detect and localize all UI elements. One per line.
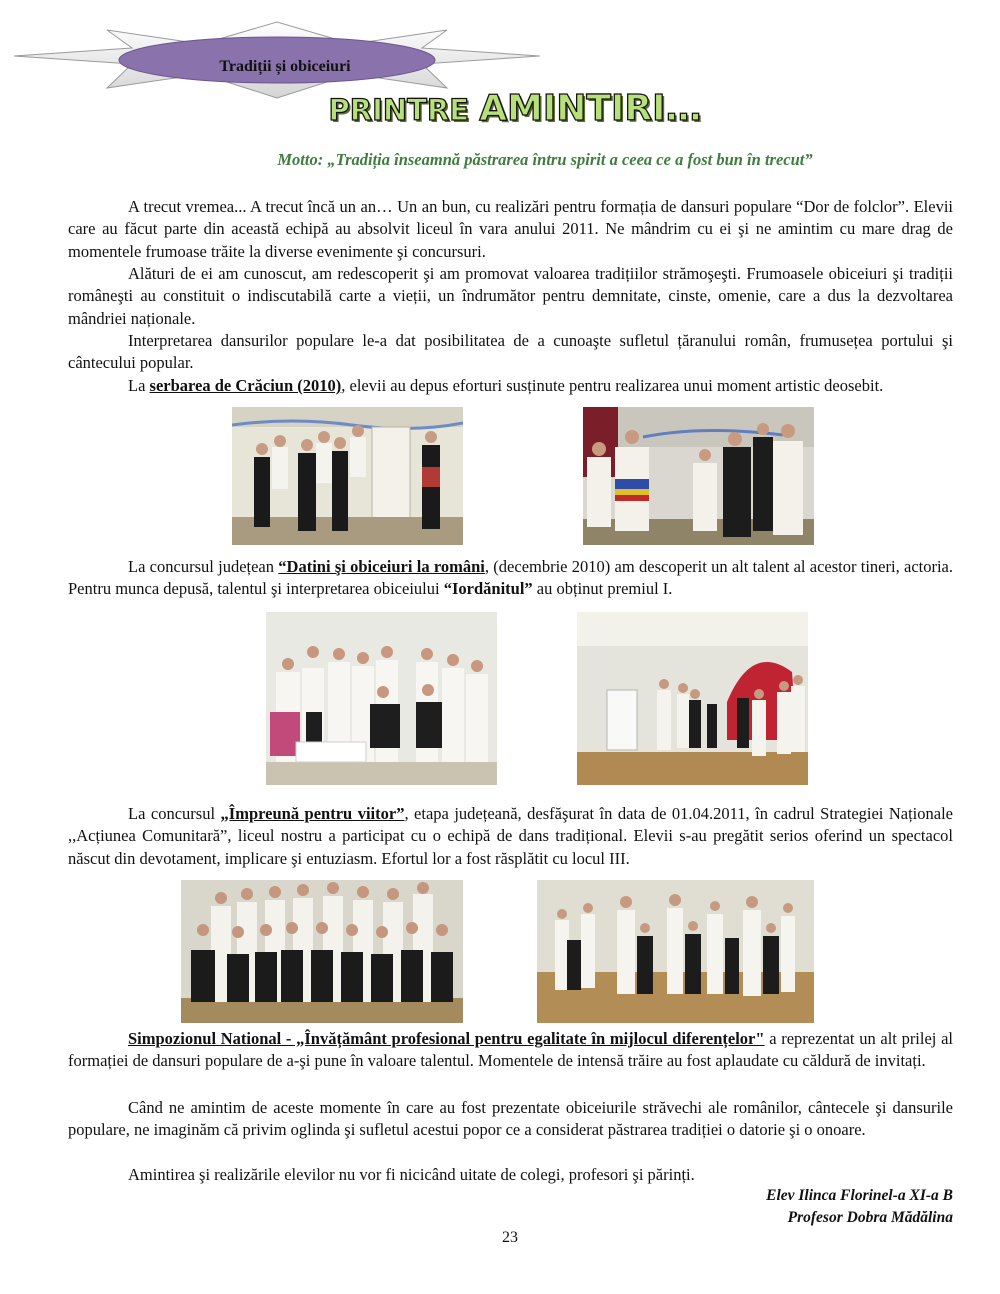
- article-headline: [300, 88, 730, 129]
- symposium-link: Simpozionul National - „Învățământ profesional pentru egalitate în mijlocul diferențelor": [128, 1029, 765, 1048]
- county-contest-link: “Datini şi obiceiuri la români: [278, 557, 485, 576]
- page-number: 23: [502, 1229, 518, 1246]
- iordanitul-bold: “Iordănitul”: [443, 579, 533, 599]
- headline-word-1: PRINTRE: [328, 93, 480, 127]
- paragraph-3: Interpretarea dansurilor populare le-a dat posibilitatea de a cunoaşte sufletul țăranului român, frumusețea portului şi cântecului popular.: [68, 331, 953, 373]
- paragraph-2: Alături de ei am cunoscut, am redescoperit şi am promovat valoarea tradițiilor strămoşeşti. Frumoasele obiceiuri şi tradiții româneşti au constituit o indiscutabilă carte a vieții, un îndrumător pentru demnitate, cinste, omenie, care a dus la dezvoltarea mândriei naționale.: [68, 264, 953, 328]
- headline-ellipsis: …: [665, 88, 702, 129]
- paragraph-4: La serbarea de Crăciun (2010), elevii au depus eforturi susținute pentru realizarea unui moment artistic deosebit.: [128, 376, 884, 395]
- photo-iordanitul-stage: [577, 612, 808, 785]
- paragraph-5: La concursul județean “Datini şi obiceiuri la români, (decembrie 2010) am descoperit un alt talent al acestor tineri, actoria. Pentru munca depusă, talentul şi interpretarea obiceiului “Iordănitul” au obținut premiul I.: [68, 557, 954, 599]
- photo-dance-team-group: [181, 880, 463, 1023]
- paragraph-1: A trecut vremea... A trecut încă un an… Un an bun, cu realizări pentru formația de dansuri populare “Dor de folclor”. Elevii care au făcut parte din această echipă au absolvit liceul în vara anului 2011. Ne mândrim cu ei şi ne amintim cu mare drag de momentele frumoase trăite la diverse evenimente şi concursuri.: [68, 197, 953, 261]
- christmas-show-link: serbarea de Crăciun (2010): [149, 376, 342, 395]
- paragraph-8: Când ne amintim de aceste momente în care au fost prezentate obiceiurile străvechi ale românilor, cântecele şi dansurile populare, ne imaginăm că privim oglinda şi sufletul acestui popor ce a considerat păstrarea tradiției o datorie şi o onoare.: [68, 1098, 953, 1140]
- paragraph-7: Simpozionul National - „Învățământ profesional pentru egalitate în mijlocul diferențelor" a reprezentat un alt prilej al formației de dansuri populare de a-şi pune în valoare talentul. Momentele de intensă trăire au fost aplaudate cu căldură de invitați.: [68, 1029, 953, 1071]
- section-label: Tradiții și obiceiuri: [219, 58, 351, 75]
- paragraph-9: Amintirea şi realizările elevilor nu vor fi nicicând uitate de colegi, profesori şi părinți.: [128, 1165, 695, 1184]
- photo-iordanitul-group: [266, 612, 497, 785]
- headline-word-2: AMINTIRI: [479, 88, 666, 129]
- photo-christmas-show-2: [583, 407, 814, 545]
- photo-christmas-show-1: [232, 407, 463, 545]
- motto: Motto: „Tradiția înseamnă păstrarea întru spirit a ceea ce a fost bun în trecut”: [277, 150, 813, 169]
- paragraph-6: La concursul „Împreună pentru viitor”, etapa județeană, desfăşurat în data de 01.04.2011, în cadrul Strategiei Naționale ,,Acțiunea Comunitară”, liceul nostru a participat cu o echipă de dans tradițional. Elevii s-au pregătit serios oferind un spectacol născut din devotament, implicare şi entuziasm. Efortul lor a fost răsplătit cu locul III.: [68, 804, 954, 868]
- signature-student: Elev Ilinca Florinel-a XI-a B: [766, 1187, 953, 1204]
- photo-dance-team-performance: [537, 880, 814, 1023]
- impreuna-contest-link: „Împreună pentru viitor”: [220, 804, 405, 823]
- signature-teacher: Profesor Dobra Mădălina: [787, 1209, 953, 1226]
